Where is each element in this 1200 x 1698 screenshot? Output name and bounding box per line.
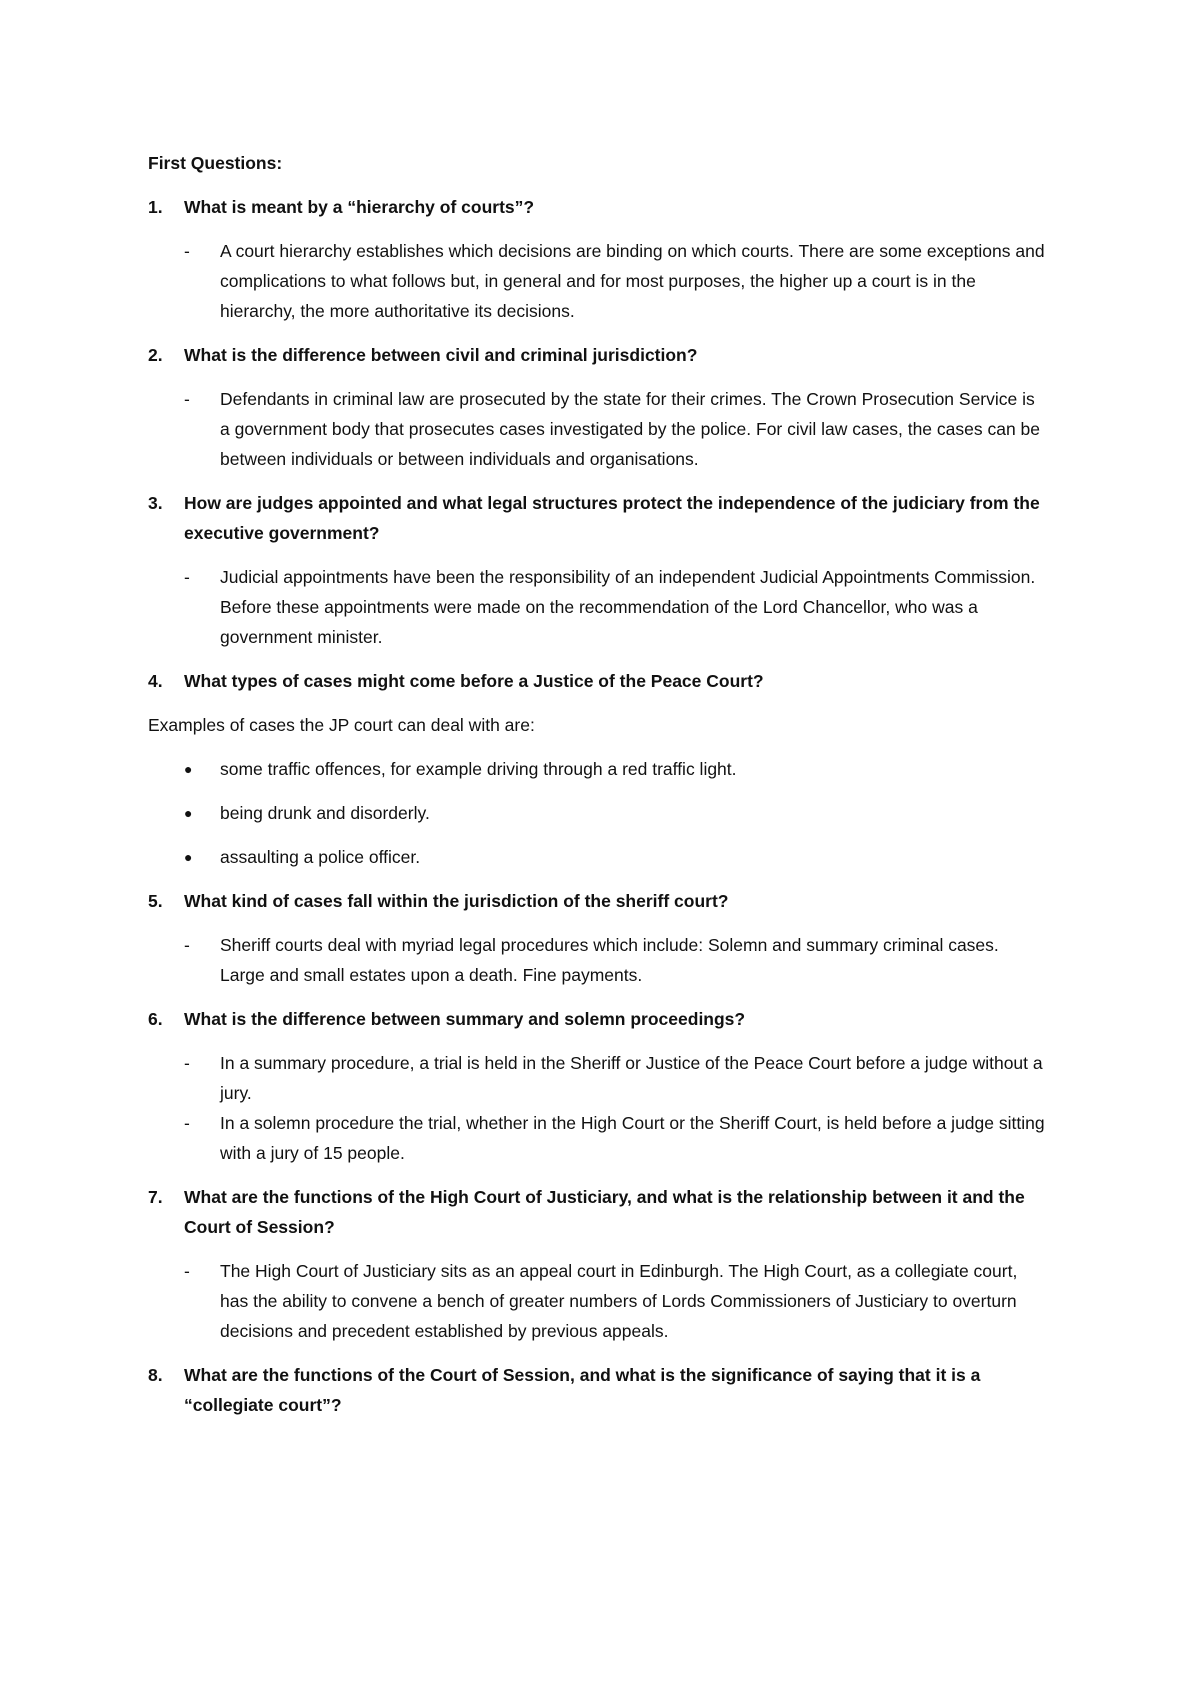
answer-text: A court hierarchy establishes which decisions are binding on which courts. There are some exceptions and complications to what follows but, in general and for most purposes, the higher up a court is in the hierarchy, the more authoritative its decisions. (220, 241, 1045, 321)
question-number: 2. (148, 345, 163, 365)
question-6 (148, 1004, 1068, 1034)
answer-item (148, 1108, 1068, 1168)
question-8 (148, 1360, 1068, 1420)
question-number: 8. (148, 1365, 163, 1385)
question-5 (148, 886, 1068, 916)
dash-marker: - (184, 1261, 190, 1281)
answer-list-2 (148, 384, 1068, 474)
answer-list-6 (148, 1048, 1068, 1168)
question-number: 7. (148, 1187, 163, 1207)
answer-text: In a summary procedure, a trial is held in the Sheriff or Justice of the Peace Court before a judge without a jury. (220, 1053, 1043, 1103)
dash-marker: - (184, 1053, 190, 1073)
question-text: What is the difference between summary and solemn proceedings? (184, 1009, 746, 1029)
question-7 (148, 1182, 1068, 1242)
answer-item (148, 930, 1068, 990)
question-4 (148, 666, 1068, 696)
question-2 (148, 340, 1068, 370)
examples-intro: Examples of cases the JP court can deal with are: (148, 715, 535, 735)
document-body (148, 148, 1068, 1434)
question-text: What are the functions of the High Court of Justiciary, and what is the relationship between it and the Court of Session? (184, 1187, 1025, 1237)
bullet-text: some traffic offences, for example driving through a red traffic light. (220, 759, 737, 779)
question-number: 3. (148, 493, 163, 513)
question-number: 5. (148, 891, 163, 911)
answer-item (148, 1048, 1068, 1108)
bullet-item (148, 798, 1068, 828)
question-text: What kind of cases fall within the jurisdiction of the sheriff court? (184, 891, 729, 911)
answer-list-5 (148, 930, 1068, 990)
question-text: What is meant by a “hierarchy of courts”? (184, 197, 535, 217)
bullet-text: being drunk and disorderly. (220, 803, 430, 823)
answer-item (148, 562, 1068, 652)
question-3 (148, 488, 1068, 548)
question-text: What are the functions of the Court of Session, and what is the significance of saying that it is a “collegiate court”? (184, 1365, 981, 1415)
dash-marker: - (184, 241, 190, 261)
answer-item (148, 1256, 1068, 1346)
answer-item (148, 236, 1068, 326)
question-number: 4. (148, 671, 163, 691)
dash-marker: - (184, 1113, 190, 1133)
dash-marker: - (184, 389, 190, 409)
bullet-text: assaulting a police officer. (220, 847, 421, 867)
document-heading: First Questions: (148, 153, 283, 173)
answer-text: The High Court of Justiciary sits as an appeal court in Edinburgh. The High Court, as a collegiate court, has the ability to convene a bench of greater numbers of Lords Commissioners of Justiciary to overturn decisions and precedent established by previous appeals. (220, 1261, 1018, 1341)
bullet-marker: ● (184, 761, 193, 777)
answer-list-3 (148, 562, 1068, 652)
bullet-item (148, 754, 1068, 784)
question-text: What is the difference between civil and criminal jurisdiction? (184, 345, 698, 365)
answer-text: Sheriff courts deal with myriad legal procedures which include: Solemn and summary criminal cases. Large and small estates upon a death. Fine payments. (220, 935, 999, 985)
bullet-marker: ● (184, 849, 193, 865)
answer-text: Defendants in criminal law are prosecuted by the state for their crimes. The Crown Prosecution Service is a government body that prosecutes cases investigated by the police. For civil law cases, the cases can be between individuals or between individuals and organisations. (220, 389, 1041, 469)
question-number: 6. (148, 1009, 163, 1029)
dash-marker: - (184, 935, 190, 955)
answer-text: Judicial appointments have been the responsibility of an independent Judicial Appointments Commission. Before these appointments were made on the recommendation of the Lord Chancellor, who was a government minister. (220, 567, 1036, 647)
question-1 (148, 192, 1068, 222)
bullet-marker: ● (184, 805, 193, 821)
bullet-item (148, 842, 1068, 872)
question-text: What types of cases might come before a Justice of the Peace Court? (184, 671, 764, 691)
answer-text: In a solemn procedure the trial, whether in the High Court or the Sheriff Court, is held before a judge sitting with a jury of 15 people. (220, 1113, 1045, 1163)
answer-list-7 (148, 1256, 1068, 1346)
question-number: 1. (148, 197, 163, 217)
answer-list-1 (148, 236, 1068, 326)
answer-item (148, 384, 1068, 474)
dash-marker: - (184, 567, 190, 587)
question-text: How are judges appointed and what legal structures protect the independence of the judiciary from the executive government? (184, 493, 1040, 543)
